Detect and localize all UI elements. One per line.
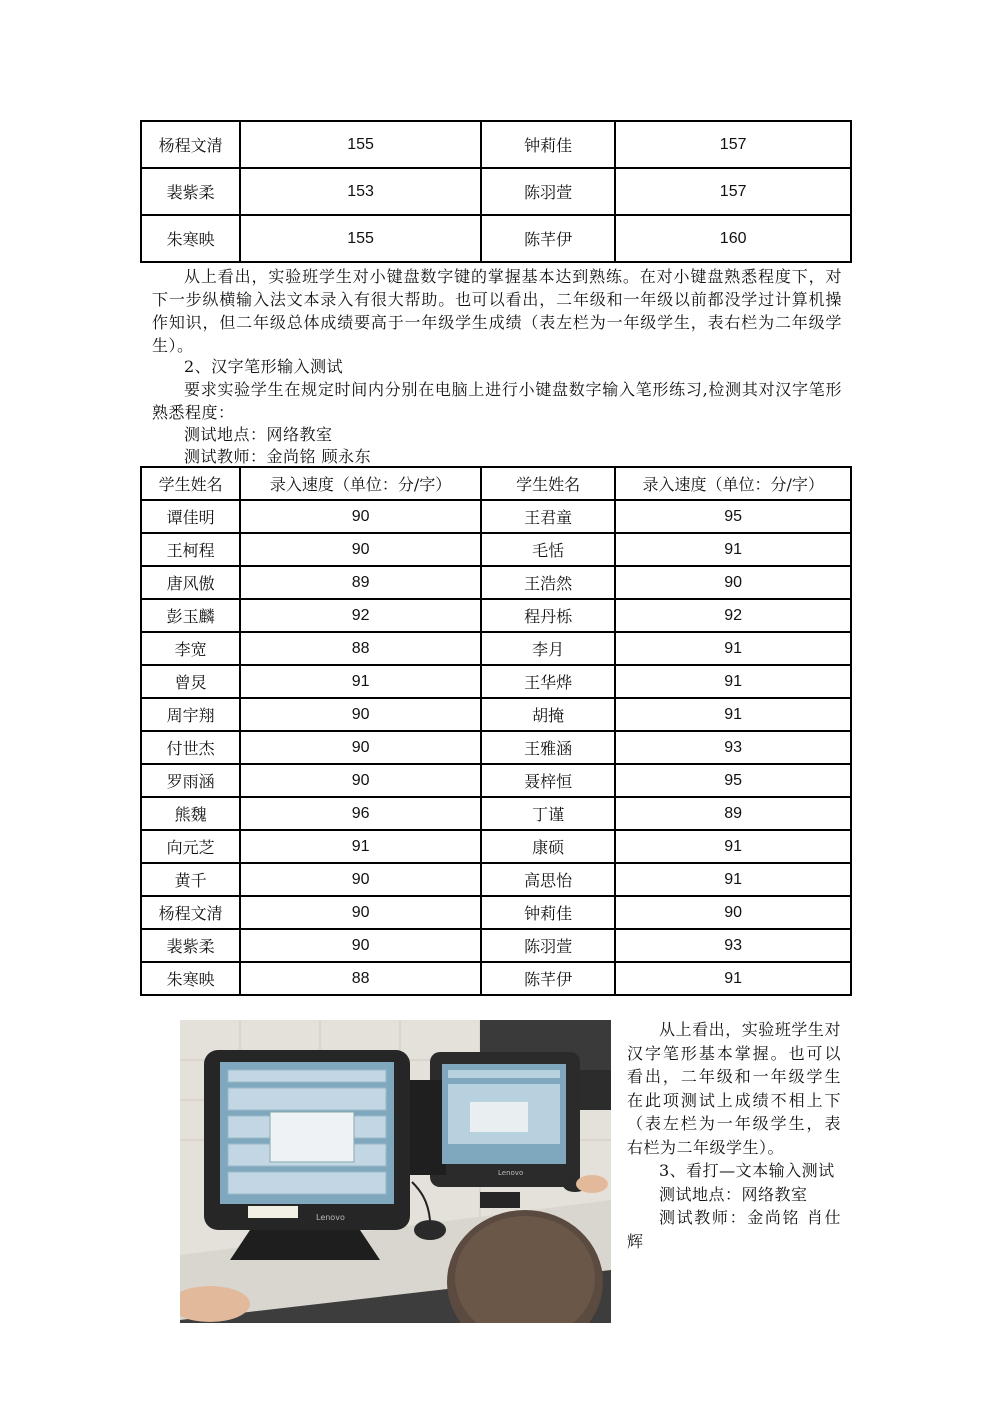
table-body	[141, 500, 851, 995]
table-cell: 90	[240, 764, 481, 797]
test-teacher-3: 测试教师：金尚铭 肖仕辉	[627, 1208, 841, 1251]
table-cell: 96	[240, 797, 481, 830]
table-cell: 熊魏	[141, 797, 240, 830]
table-cell: 91	[615, 863, 851, 896]
table-cell: 钟莉佳	[481, 121, 615, 168]
table-row	[141, 962, 851, 995]
table-cell: 周宇翔	[141, 698, 240, 731]
header-speed-left: 录入速度（单位：分/字）	[240, 467, 481, 500]
table-cell: 160	[615, 215, 851, 262]
table-cell: 90	[240, 896, 481, 929]
table-cell: 88	[240, 632, 481, 665]
table-row	[141, 698, 851, 731]
table-cell: 王君童	[481, 500, 615, 533]
table-cell: 91	[240, 665, 481, 698]
table-cell: 92	[240, 599, 481, 632]
table-cell: 95	[615, 764, 851, 797]
table-cell: 91	[615, 830, 851, 863]
table-cell: 90	[240, 731, 481, 764]
header-speed-right: 录入速度（单位：分/字）	[615, 467, 851, 500]
header-student-name-right: 学生姓名	[481, 467, 615, 500]
table-cell: 聂梓恒	[481, 764, 615, 797]
table-cell: 90	[240, 929, 481, 962]
table-row	[141, 121, 851, 168]
table-cell: 曾炅	[141, 665, 240, 698]
table-cell: 90	[240, 863, 481, 896]
table-cell: 89	[240, 566, 481, 599]
table-cell: 裴紫柔	[141, 168, 240, 215]
table-cell: 90	[615, 566, 851, 599]
stroke-input-score-table	[140, 466, 852, 996]
table-cell: 彭玉麟	[141, 599, 240, 632]
table-cell: 95	[615, 500, 851, 533]
table-row	[141, 830, 851, 863]
table-cell: 程丹栎	[481, 599, 615, 632]
table-row	[141, 665, 851, 698]
table-row	[141, 533, 851, 566]
table-row	[141, 566, 851, 599]
table-cell: 91	[615, 533, 851, 566]
test-teacher: 测试教师：金尚铭 顾永东	[184, 447, 372, 466]
table-row	[141, 215, 851, 262]
table-cell: 李月	[481, 632, 615, 665]
table-cell: 向元芝	[141, 830, 240, 863]
table-cell: 黄千	[141, 863, 240, 896]
table-cell: 陈芊伊	[481, 962, 615, 995]
table-cell: 陈羽萱	[481, 929, 615, 962]
table-cell: 王华烨	[481, 665, 615, 698]
table-cell: 92	[615, 599, 851, 632]
table-cell: 杨程文清	[141, 896, 240, 929]
table-cell: 91	[615, 698, 851, 731]
table-row	[141, 168, 851, 215]
table-row	[141, 599, 851, 632]
monitor-brand-label: Lenovo	[498, 1169, 524, 1177]
table-cell: 付世杰	[141, 731, 240, 764]
table-cell: 91	[240, 830, 481, 863]
table-cell: 93	[615, 731, 851, 764]
table-cell: 王雅涵	[481, 731, 615, 764]
table-cell: 裴紫柔	[141, 929, 240, 962]
classroom-photo	[180, 1020, 611, 1323]
table-cell: 157	[615, 168, 851, 215]
table-cell: 康硕	[481, 830, 615, 863]
section-heading-2: 2、汉字笔形输入测试	[184, 357, 344, 376]
table-cell: 91	[615, 632, 851, 665]
table-cell: 90	[240, 500, 481, 533]
table-cell: 91	[615, 962, 851, 995]
monitor-brand-label: Lenovo	[316, 1213, 345, 1222]
table-cell: 李宽	[141, 632, 240, 665]
table-row	[141, 896, 851, 929]
table-cell: 陈芊伊	[481, 215, 615, 262]
table-cell: 153	[240, 168, 481, 215]
table-row	[141, 632, 851, 665]
section-heading-3: 3、看打—文本输入测试	[659, 1161, 835, 1180]
table-row	[141, 764, 851, 797]
table-cell: 朱寒映	[141, 962, 240, 995]
table-cell: 唐风傲	[141, 566, 240, 599]
table-cell: 93	[615, 929, 851, 962]
table-cell: 高思怡	[481, 863, 615, 896]
classroom-photo-illustration	[180, 1020, 611, 1323]
table-cell: 88	[240, 962, 481, 995]
table-cell: 155	[240, 121, 481, 168]
test-location-3: 测试地点：网络教室	[659, 1184, 808, 1204]
table-header-row	[141, 467, 851, 500]
summary-paragraph-1: 从上看出，实验班学生对小键盘数字键的掌握基本达到熟练。在对小键盘熟悉程度下，对下一步纵横输入法文本录入有很大帮助。也可以看出，二年级和一年级以前都没学过计算机操作知识，但二年级总体成绩要高于一年级学生成绩（表左栏为一年级学生，表右栏为二年级学生）。	[152, 267, 842, 355]
table-cell: 90	[240, 533, 481, 566]
summary-paragraph-2: 从上看出，实验班学生对汉字笔形基本掌握。也可以看出，二年级和一年级学生在此项测试上成绩不相上下（表左栏为一年级学生，表右栏为二年级学生）。	[627, 1020, 841, 1157]
test-location: 测试地点：网络教室	[184, 425, 333, 444]
table-cell: 王柯程	[141, 533, 240, 566]
table-row	[141, 797, 851, 830]
table-row	[141, 929, 851, 962]
table-cell: 毛恬	[481, 533, 615, 566]
table-row	[141, 500, 851, 533]
table-cell: 陈羽萱	[481, 168, 615, 215]
table-cell: 杨程文清	[141, 121, 240, 168]
table-cell: 朱寒映	[141, 215, 240, 262]
table-cell: 90	[615, 896, 851, 929]
table-cell: 157	[615, 121, 851, 168]
table-cell: 155	[240, 215, 481, 262]
test-requirement-paragraph: 要求实验学生在规定时间内分别在电脑上进行小键盘数字输入笔形练习,检测其对汉字笔形熟悉程度：	[152, 380, 842, 422]
table-cell: 谭佳明	[141, 500, 240, 533]
table-cell: 丁谨	[481, 797, 615, 830]
table-cell: 罗雨涵	[141, 764, 240, 797]
table-cell: 钟莉佳	[481, 896, 615, 929]
table-cell: 王浩然	[481, 566, 615, 599]
table-cell: 89	[615, 797, 851, 830]
keypad-score-table	[140, 120, 852, 263]
header-student-name-left: 学生姓名	[141, 467, 240, 500]
table-cell: 胡掩	[481, 698, 615, 731]
table-row	[141, 863, 851, 896]
side-text-block	[627, 1018, 841, 1253]
table-row	[141, 731, 851, 764]
table-cell: 90	[240, 698, 481, 731]
table-cell: 91	[615, 665, 851, 698]
